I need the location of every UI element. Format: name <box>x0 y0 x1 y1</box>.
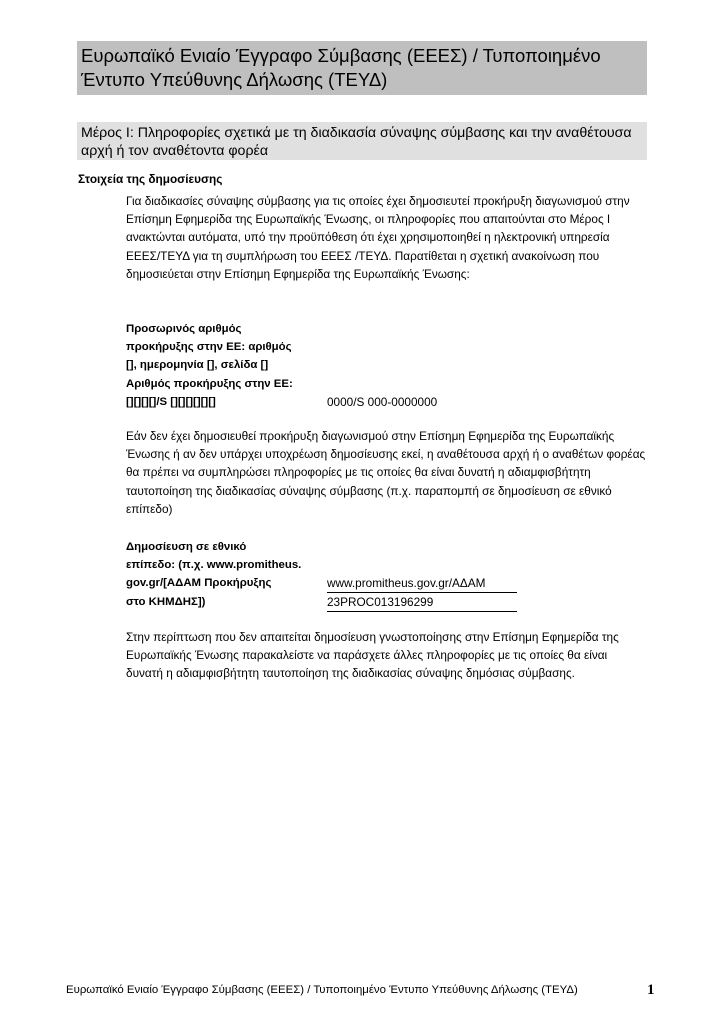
footer-text: Ευρωπαϊκό Ενιαίο Έγγραφο Σύμβασης (ΕΕΕΣ) / Τυποποιημένο Έντυπο Υπεύθυνης Δήλωσης (ΤΕΥΔ) <box>66 984 578 996</box>
national-publication-code-value: 23PROC013196299 <box>327 594 517 612</box>
eu-notice-label-line: [], ημερομηνία [], σελίδα [] <box>126 359 269 372</box>
national-publication-label-line: gov.gr/[ΑΔΑΜ Προκήρυξης <box>126 577 272 590</box>
eu-notice-label <box>126 320 321 411</box>
eu-notice-label-line: προκήρυξης στην ΕΕ: αριθμός <box>126 341 292 354</box>
national-publication-url-value: www.promitheus.gov.gr/ΑΔΑΜ <box>327 575 517 593</box>
section-title: Μέρος Ι: Πληροφορίες σχετικά με τη διαδικασία σύναψης σύμβασης και την αναθέτουσα αρχή ή τον αναθέτοντα φορέα <box>77 122 647 160</box>
eu-notice-label-line: Προσωρινός αριθμός <box>126 323 242 335</box>
subsection-heading: Στοιχεία της δημοσίευσης <box>78 172 223 186</box>
intro-paragraph: Για διαδικασίες σύναψης σύμβασης για τις οποίες έχει δημοσιευτεί προκήρυξη διαγωνισμού στην Επίσημη Εφημερίδα της Ευρωπαϊκής Ένωσης, οι πληροφορίες που απαιτούνται στο Μέρος Ι ανακτώνται αυτόματα, υπό την προϋπόθεση ότι έχει χρησιμοποιηθεί η ηλεκτρονική υπηρεσία ΕΕΕΣ/ΤΕΥΔ για τη συμπλήρωση του ΕΕΕΣ /ΤΕΥΔ. Παρατίθεται η σχετική ανακοίνωση που δημοσιεύεται στην Επίσημη Εφημερίδα της Ευρωπαϊκής Ένωσης: <box>126 194 630 281</box>
eu-notice-number-value: 0000/S 000-0000000 <box>327 395 438 409</box>
document-title: Ευρωπαϊκό Ενιαίο Έγγραφο Σύμβασης (ΕΕΕΣ) / Τυποποιημένο Έντυπο Υπεύθυνης Δήλωσης (ΤΕΥΔ) <box>77 41 647 95</box>
page-number: 1 <box>647 982 655 998</box>
eu-notice-label-line: [][][][]/S [][][][][][] <box>126 395 216 408</box>
eu-notice-label-line: Αριθμός προκήρυξης στην ΕΕ: <box>126 377 293 390</box>
national-publication-label-line: στο ΚΗΜΔΗΣ]) <box>126 595 206 608</box>
national-publication-label-line: επίπεδο: (π.χ. www.promitheus. <box>126 559 302 572</box>
closing-paragraph: Στην περίπτωση που δεν απαιτείται δημοσίευση γνωστοποίησης στην Επίσημη Εφημερίδα της Ευρωπαϊκής Ένωσης παρακαλείστε να παράσχετε άλλες πληροφορίες με τις οποίες θα είναι δυνατή η αδιαμφισβήτητη ταυτοποίηση της διαδικασίας σύναψης δημόσιας σύμβασης. <box>126 630 619 681</box>
national-publication-label <box>126 538 321 611</box>
no-eu-publication-paragraph: Εάν δεν έχει δημοσιευθεί προκήρυξη διαγωνισμού στην Επίσημη Εφημερίδα της Ευρωπαϊκής Ένωσης ή αν δεν υπάρχει υποχρέωση δημοσίευσης εκεί, η αναθέτουσα αρχή ή ο αναθέτων φορέας θα πρέπει να συμπληρώσει πληροφορίες με τις οποίες θα είναι δυνατή η αδιαμφισβήτητη ταυτοποίηση της διαδικασίας σύναψης σύμβασης (π.χ. παραπομπή σε δημοσίευση σε εθνικό επίπεδο) <box>126 429 646 516</box>
national-publication-label-line: Δημοσίευση σε εθνικό <box>126 541 247 553</box>
